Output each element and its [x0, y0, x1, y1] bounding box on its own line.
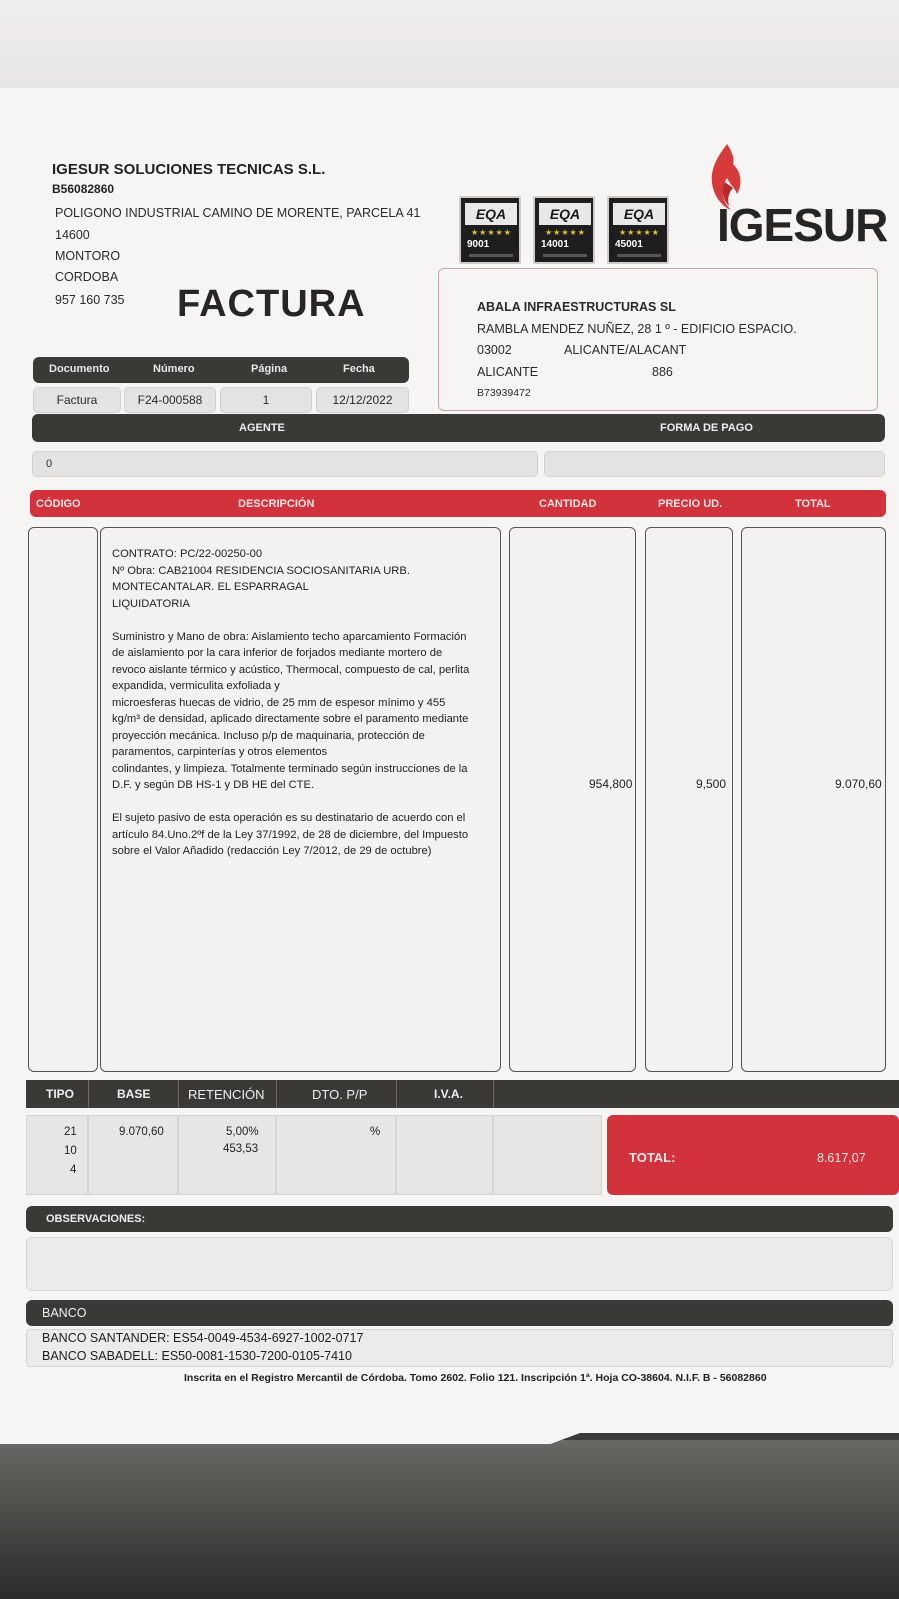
background-top — [0, 0, 899, 100]
header-retencion: RETENCIÓN — [188, 1087, 265, 1102]
desc-line: El sujeto pasivo de esta operación es su destinatario de acuerdo con el — [112, 812, 466, 824]
company-phone: 957 160 735 — [55, 293, 125, 307]
header-separator — [88, 1080, 89, 1108]
client-name: ABALA INFRAESTRUCTURAS SL — [477, 300, 676, 314]
eqa-logo: EQA — [539, 203, 591, 225]
cert-number: 9001 — [467, 239, 490, 250]
retencion-amount: 453,53 — [223, 1143, 259, 1155]
banco-label: BANCO — [42, 1306, 87, 1320]
iva-cell — [396, 1115, 493, 1195]
client-address-box — [438, 268, 878, 411]
total-value: 8.617,07 — [817, 1151, 866, 1165]
desc-line: D.F. y según DB HS-1 y DB HE del CTE. — [112, 779, 315, 791]
page-title: FACTURA — [177, 283, 366, 325]
client-code: 886 — [652, 365, 673, 379]
total-label: TOTAL: — [629, 1150, 676, 1165]
company-name: IGESUR SOLUCIONES TECNICAS S.L. — [52, 161, 326, 178]
stars-icon: ★★★★★ — [619, 228, 660, 237]
desc-line: LIQUIDATORIA — [112, 597, 190, 610]
cert-number: 45001 — [615, 239, 643, 250]
client-address: RAMBLA MENDEZ NUÑEZ, 28 1 º - EDIFICIO ESPACIO. — [477, 322, 797, 336]
forma-pago-value — [544, 451, 885, 477]
doc-type-value: Factura — [33, 387, 121, 413]
header-separator — [276, 1080, 277, 1108]
client-province: ALICANTE — [477, 365, 539, 379]
desc-line: Nº Obra: CAB21004 RESIDENCIA SOCIOSANITARIA URB. — [112, 564, 410, 577]
registry-footer: Inscrita en el Registro Mercantil de Córdoba. Tomo 2602. Folio 121. Inscripción 1ª. Hoja CO-38604. N.I.F. B - 56082860 — [184, 1372, 767, 1384]
banco-header — [26, 1300, 893, 1326]
header-documento: Documento — [49, 363, 110, 375]
desc-spacer — [112, 794, 469, 811]
line-description — [112, 546, 469, 860]
doc-page-value: 1 — [220, 387, 312, 413]
desc-line: colindantes, y limpieza. Totalmente terminado según instrucciones de la — [112, 762, 468, 775]
cantidad-column — [509, 527, 636, 1072]
header-fecha: Fecha — [343, 363, 375, 375]
header-separator — [178, 1080, 179, 1108]
desc-spacer — [112, 612, 469, 629]
doc-info-header — [33, 357, 409, 383]
agente-label: AGENTE — [239, 422, 285, 434]
company-address-street: POLIGONO INDUSTRIAL CAMINO DE MORENTE, PARCELA 41 — [55, 206, 421, 220]
header-total: TOTAL — [795, 498, 831, 510]
banco-santander: BANCO SANTANDER: ES54-0049-4534-6927-1002-0717 — [42, 1331, 364, 1345]
banco-sabadell: BANCO SABADELL: ES50-0081-1530-7200-0105-7410 — [42, 1349, 352, 1363]
cert-number: 14001 — [541, 239, 569, 250]
agente-value: 0 — [32, 451, 538, 477]
desc-line: paramentos, carpinterías y otros elementos — [112, 746, 328, 758]
desc-line: artículo 84.Uno.2ºf de la Ley 37/1992, de 28 de diciembre, del Impuesto — [112, 828, 469, 841]
dto-pp-value: % — [370, 1126, 381, 1138]
desc-line: CONTRATO: PC/22-00250-00 — [112, 548, 263, 560]
company-cif: B56082860 — [52, 182, 115, 196]
observaciones-box — [26, 1237, 893, 1291]
cert-fine-print — [617, 254, 661, 257]
client-postal-code: 03002 — [477, 343, 512, 357]
company-logo: IGESUR — [717, 199, 888, 251]
agente-header — [32, 414, 885, 442]
header-pagina: Página — [251, 363, 288, 375]
eqa-logo: EQA — [465, 203, 517, 225]
desc-line: kg/m³ de densidad, aplicado directamente sobre el paramento mediante — [112, 713, 469, 725]
cert-badge-9001 — [459, 196, 521, 264]
desc-line: Suministro y Mano de obra: Aislamiento techo aparcamiento Formación — [112, 630, 467, 643]
header-precio: PRECIO UD. — [658, 498, 723, 510]
header-tipo: TIPO — [46, 1087, 75, 1101]
forma-pago-label: FORMA DE PAGO — [660, 422, 753, 434]
doc-number-value: F24-000588 — [124, 387, 216, 413]
cert-fine-print — [543, 254, 587, 257]
doc-date-value: 12/12/2022 — [316, 387, 409, 413]
company-province: CORDOBA — [55, 270, 119, 284]
tipo-10: 10 — [64, 1145, 77, 1157]
extra-cell — [493, 1115, 602, 1195]
total-column — [741, 527, 886, 1072]
stars-icon: ★★★★★ — [471, 228, 512, 237]
desc-line: MONTECANTALAR. EL ESPARRAGAL — [112, 581, 309, 593]
desc-line: expandida, vermiculita exfoliada y — [112, 680, 280, 692]
retencion-pct: 5,00% — [226, 1126, 259, 1138]
client-city: ALICANTE/ALACANT — [564, 343, 687, 357]
total-box — [607, 1115, 899, 1195]
header-descripcion: DESCRIPCIÓN — [238, 498, 315, 510]
desc-line: microesferas huecas de vidrio, de 25 mm de espesor mínimo y 455 — [112, 696, 446, 709]
header-dto-pp: DTO. P/P — [312, 1087, 368, 1102]
client-cif: B73939472 — [477, 387, 531, 399]
header-cantidad: CANTIDAD — [539, 498, 597, 510]
header-iva: I.V.A. — [434, 1087, 463, 1101]
codigo-column — [28, 527, 98, 1072]
tipo-4: 4 — [70, 1164, 77, 1176]
cert-badge-14001 — [533, 196, 595, 264]
tipo-cell — [26, 1115, 88, 1195]
line-precio: 9,500 — [696, 777, 727, 791]
cert-badge-45001 — [607, 196, 669, 264]
tax-header — [26, 1080, 899, 1108]
company-postal-code: 14600 — [55, 228, 90, 242]
precio-column — [645, 527, 733, 1072]
header-codigo: CÓDIGO — [36, 498, 81, 510]
desc-line: revoco aislante térmico y acústico, Thermocal, compuesto de cal, perlita — [112, 663, 470, 676]
header-numero: Número — [153, 363, 195, 375]
header-base: BASE — [117, 1087, 151, 1101]
company-city: MONTORO — [55, 249, 121, 263]
header-separator — [493, 1080, 494, 1108]
eqa-logo: EQA — [613, 203, 665, 225]
desc-line: de aislamiento por la cara inferior de forjados mediante mortero de — [112, 647, 443, 659]
base-value: 9.070,60 — [119, 1126, 164, 1138]
header-separator — [396, 1080, 397, 1108]
desc-line: sobre el Valor Añadido (redacción Ley 7/2012, de 29 de octubre) — [112, 845, 432, 857]
stars-icon: ★★★★★ — [545, 228, 586, 237]
observaciones-label: OBSERVACIONES: — [46, 1213, 146, 1225]
lines-header — [30, 490, 886, 517]
desc-line: proyección mecánica. Incluso p/p de maquinaria, protección de — [112, 729, 425, 742]
tipo-21: 21 — [64, 1126, 77, 1138]
line-cantidad: 954,800 — [589, 777, 633, 791]
background-table-surface — [0, 1440, 899, 1599]
cert-fine-print — [469, 254, 513, 257]
observaciones-header — [26, 1206, 893, 1232]
line-total: 9.070,60 — [835, 777, 882, 791]
